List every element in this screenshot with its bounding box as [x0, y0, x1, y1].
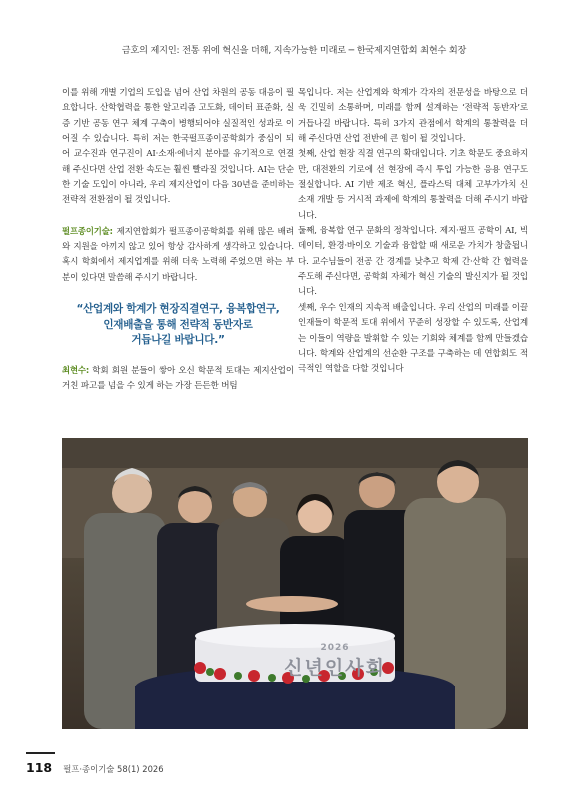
pull-quote-line: 거듭나길 바랍니다.” [131, 334, 225, 347]
pull-quote-line: 인재배출을 통해 전략적 동반자로 [103, 318, 253, 331]
pull-quote-line: “산업계와 학계가 현장직결연구, 융복합연구, [76, 303, 280, 316]
body-paragraph: 둘째, 융복합 연구 문화의 정착입니다. 제지·펄프 공학이 AI, 빅데이터, 환경·바이오 기술과 융합할 때 새로운 가치가 창출됩니다. 교수님들이 전공 간 경계를 낮추고 학제 간·산학 간 협력을 주도해 주신다면, 공학회 자체가 혁신 기술의 발신지가 될 것입니다. [298, 226, 528, 298]
page-number: 118 [26, 760, 53, 775]
photo-illustration [62, 438, 528, 729]
footer-rule [26, 752, 55, 754]
cake-inscription [255, 643, 415, 680]
interview-answer [62, 363, 294, 395]
answer-text: 학회 회원 분들이 쌓아 오신 학문적 토대는 제지산업이 거친 파고를 넘을 수 있게 하는 가장 든든한 버팀 [62, 365, 294, 391]
body-paragraph: 첫째, 산업 현장 직결 연구의 확대입니다. 기초 학문도 중요하지만, 대전환의 기로에 선 현장에 즉시 투입 가능한 응용 연구도 절실합니다. AI 기반 제조 혁신, 플라스틱 대체 고부가가치 신소재 개발 등 거시적 과제에 학계의 통찰력을 더해 주시기 바랍니다. [298, 149, 528, 221]
body-paragraph: 셋째, 우수 인재의 지속적 배출입니다. 우리 산업의 미래를 이끌 인재들이 학문적 토대 위에서 꾸준히 성장할 수 있도록, 산업계는 이들이 역량을 발휘할 수 있는 기회와 체계를 함께 만들겠습니다. 학계와 산업계의 선순환 구조를 구축하는 데 연합회도 적극적인 역할을 다할 것입니다 [298, 302, 528, 375]
journal-citation: 펄프·종이기술 58(1) 2026 [63, 764, 164, 774]
interview-question [62, 224, 294, 286]
body-paragraph: 이를 위해 개별 기업의 도입을 넘어 산업 차원의 공동 대응이 필요합니다. 산학협력을 통한 알고리즘 고도화, 데이터 표준화, 실증 기반 공동 연구 체계 구축이 병행되어야 실질적인 성과로 이어질 수 있습니다. 특히 저는 한국펄프종이공학회가 중심이 되어 교수진과 연구진이 AI·소재·에너지 분야를 유기적으로 연결해 주신다면 산업 전환 속도는 훨씬 빨라질 것입니다. AI는 단순한 기술 도입이 아니라, 우리 제지산업이 다음 30년을 준비하는 전략적 전환점이 될 것입니다. [62, 88, 294, 206]
left-column [62, 86, 294, 394]
question-speaker: 펄프종이기술: [62, 225, 113, 236]
body-paragraph: 목입니다. 저는 산업계와 학계가 각자의 전문성을 바탕으로 더욱 긴밀히 소통하며, 미래를 함께 설계하는 ‘전략적 동반자’로 거듭나길 바랍니다. 특히 3가지 관점에서 학계의 통찰력을 더 해 주신다면 산업 전반에 큰 힘이 될 것입니다. [298, 88, 528, 145]
pull-quote [62, 302, 294, 349]
question-text: 제지연합회가 펄프종이공학회를 위해 많은 배려와 지원을 아끼지 않고 있어 항상 감사하게 생각하고 있습니다. 혹시 학회에서 제지업계를 위해 더욱 노력해 주었으면 하는 부분이 있다면 말씀해 주시기 바랍니다. [62, 226, 294, 283]
page-footer [26, 757, 164, 773]
right-column [298, 86, 528, 378]
cake-title: 신년인사회 [284, 657, 386, 679]
answer-speaker: 최현수: [62, 364, 90, 375]
cake-year: 2026 [320, 643, 350, 653]
event-photo [62, 438, 528, 729]
running-header: 금호의 제지인: 전통 위에 혁신을 더해, 지속가능한 미래로 ─ 한국제지연합회 최현수 회장 [121, 45, 467, 56]
